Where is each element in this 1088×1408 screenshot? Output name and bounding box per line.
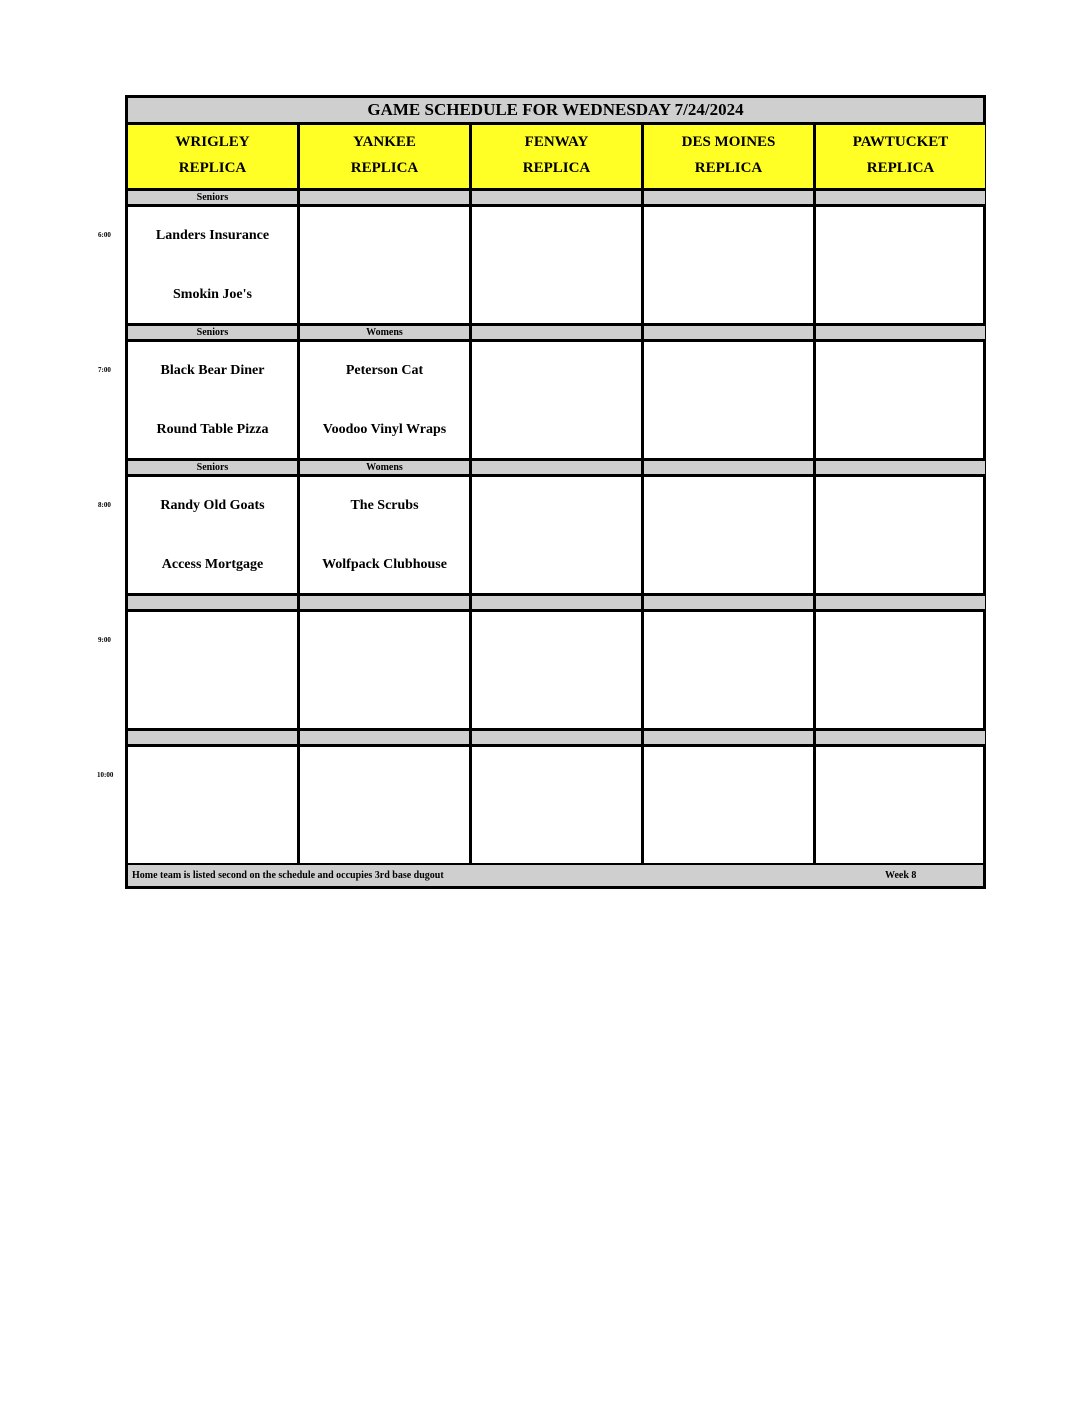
game-slot [816,342,985,461]
division-label: Seniors [128,461,297,477]
schedule-footer [128,865,983,886]
game-slot [472,612,641,731]
division-label: Seniors [128,326,297,342]
time-label: 6:00 [98,231,111,239]
game-slot [816,612,985,731]
field-subtitle: REPLICA [866,160,935,176]
division-label [816,596,985,612]
away-team: Peterson Cat [345,363,424,378]
game-slot [644,207,813,326]
field-column [300,125,469,859]
division-label [816,731,985,747]
game-slot [644,477,813,596]
division-label: Womens [300,461,469,477]
division-label [300,191,469,207]
game-slot [128,747,297,866]
home-team: Voodoo Vinyl Wraps [322,422,447,437]
field-header [644,125,813,191]
time-label: 9:00 [98,636,111,644]
field-header [300,125,469,191]
division-label [472,731,641,747]
week-label: Week 8 [885,870,917,881]
away-team: Black Bear Diner [160,363,265,378]
time-label: 10:00 [97,771,114,779]
game-slot [128,612,297,731]
division-label [472,191,641,207]
schedule-table [125,95,986,889]
field-name: DES MOINES [681,134,776,150]
game-slot [644,342,813,461]
division-label [128,596,297,612]
game-slot [128,477,297,596]
division-label: Womens [300,326,469,342]
field-subtitle: REPLICA [178,160,247,176]
field-column [644,125,813,859]
game-slot [472,747,641,866]
division-label [472,461,641,477]
division-label [644,326,813,342]
game-slot [300,207,469,326]
game-slot [644,612,813,731]
game-slot [472,207,641,326]
field-header [128,125,297,191]
home-team: Round Table Pizza [156,422,269,437]
division-label [644,731,813,747]
division-label [300,596,469,612]
field-name: YANKEE [353,134,416,150]
division-label [816,326,985,342]
division-label [300,731,469,747]
field-column [128,125,297,859]
game-slot [472,477,641,596]
game-slot [300,342,469,461]
time-label: 7:00 [98,366,111,374]
division-label: Seniors [128,191,297,207]
game-slot [816,207,985,326]
division-label [816,191,985,207]
field-name: PAWTUCKET [852,134,949,150]
game-slot [644,747,813,866]
home-team: Access Mortgage [161,557,264,572]
division-label [128,731,297,747]
field-header [472,125,641,191]
game-slot [472,342,641,461]
division-label [644,191,813,207]
game-slot [300,612,469,731]
field-subtitle: REPLICA [522,160,591,176]
division-label [472,596,641,612]
game-slot [816,477,985,596]
game-slot [816,747,985,866]
game-slot [128,207,297,326]
away-team: Landers Insurance [155,228,270,243]
division-label [816,461,985,477]
home-team: Wolfpack Clubhouse [322,557,447,572]
schedule-title: GAME SCHEDULE FOR WEDNESDAY 7/24/2024 [128,98,983,125]
footer-note: Home team is listed second on the schedule and occupies 3rd base dugout [132,870,444,881]
division-label [644,596,813,612]
away-team: Randy Old Goats [160,498,265,513]
game-slot [128,342,297,461]
field-name: WRIGLEY [175,134,250,150]
field-column [816,125,985,859]
game-slot [300,747,469,866]
field-subtitle: REPLICA [694,160,763,176]
away-team: The Scrubs [350,498,419,513]
home-team: Smokin Joe's [173,287,252,302]
division-label [644,461,813,477]
game-slot [300,477,469,596]
field-name: FENWAY [524,134,589,150]
field-subtitle: REPLICA [350,160,419,176]
division-label [472,326,641,342]
field-column [472,125,641,859]
time-label: 8:00 [98,501,111,509]
field-header [816,125,985,191]
